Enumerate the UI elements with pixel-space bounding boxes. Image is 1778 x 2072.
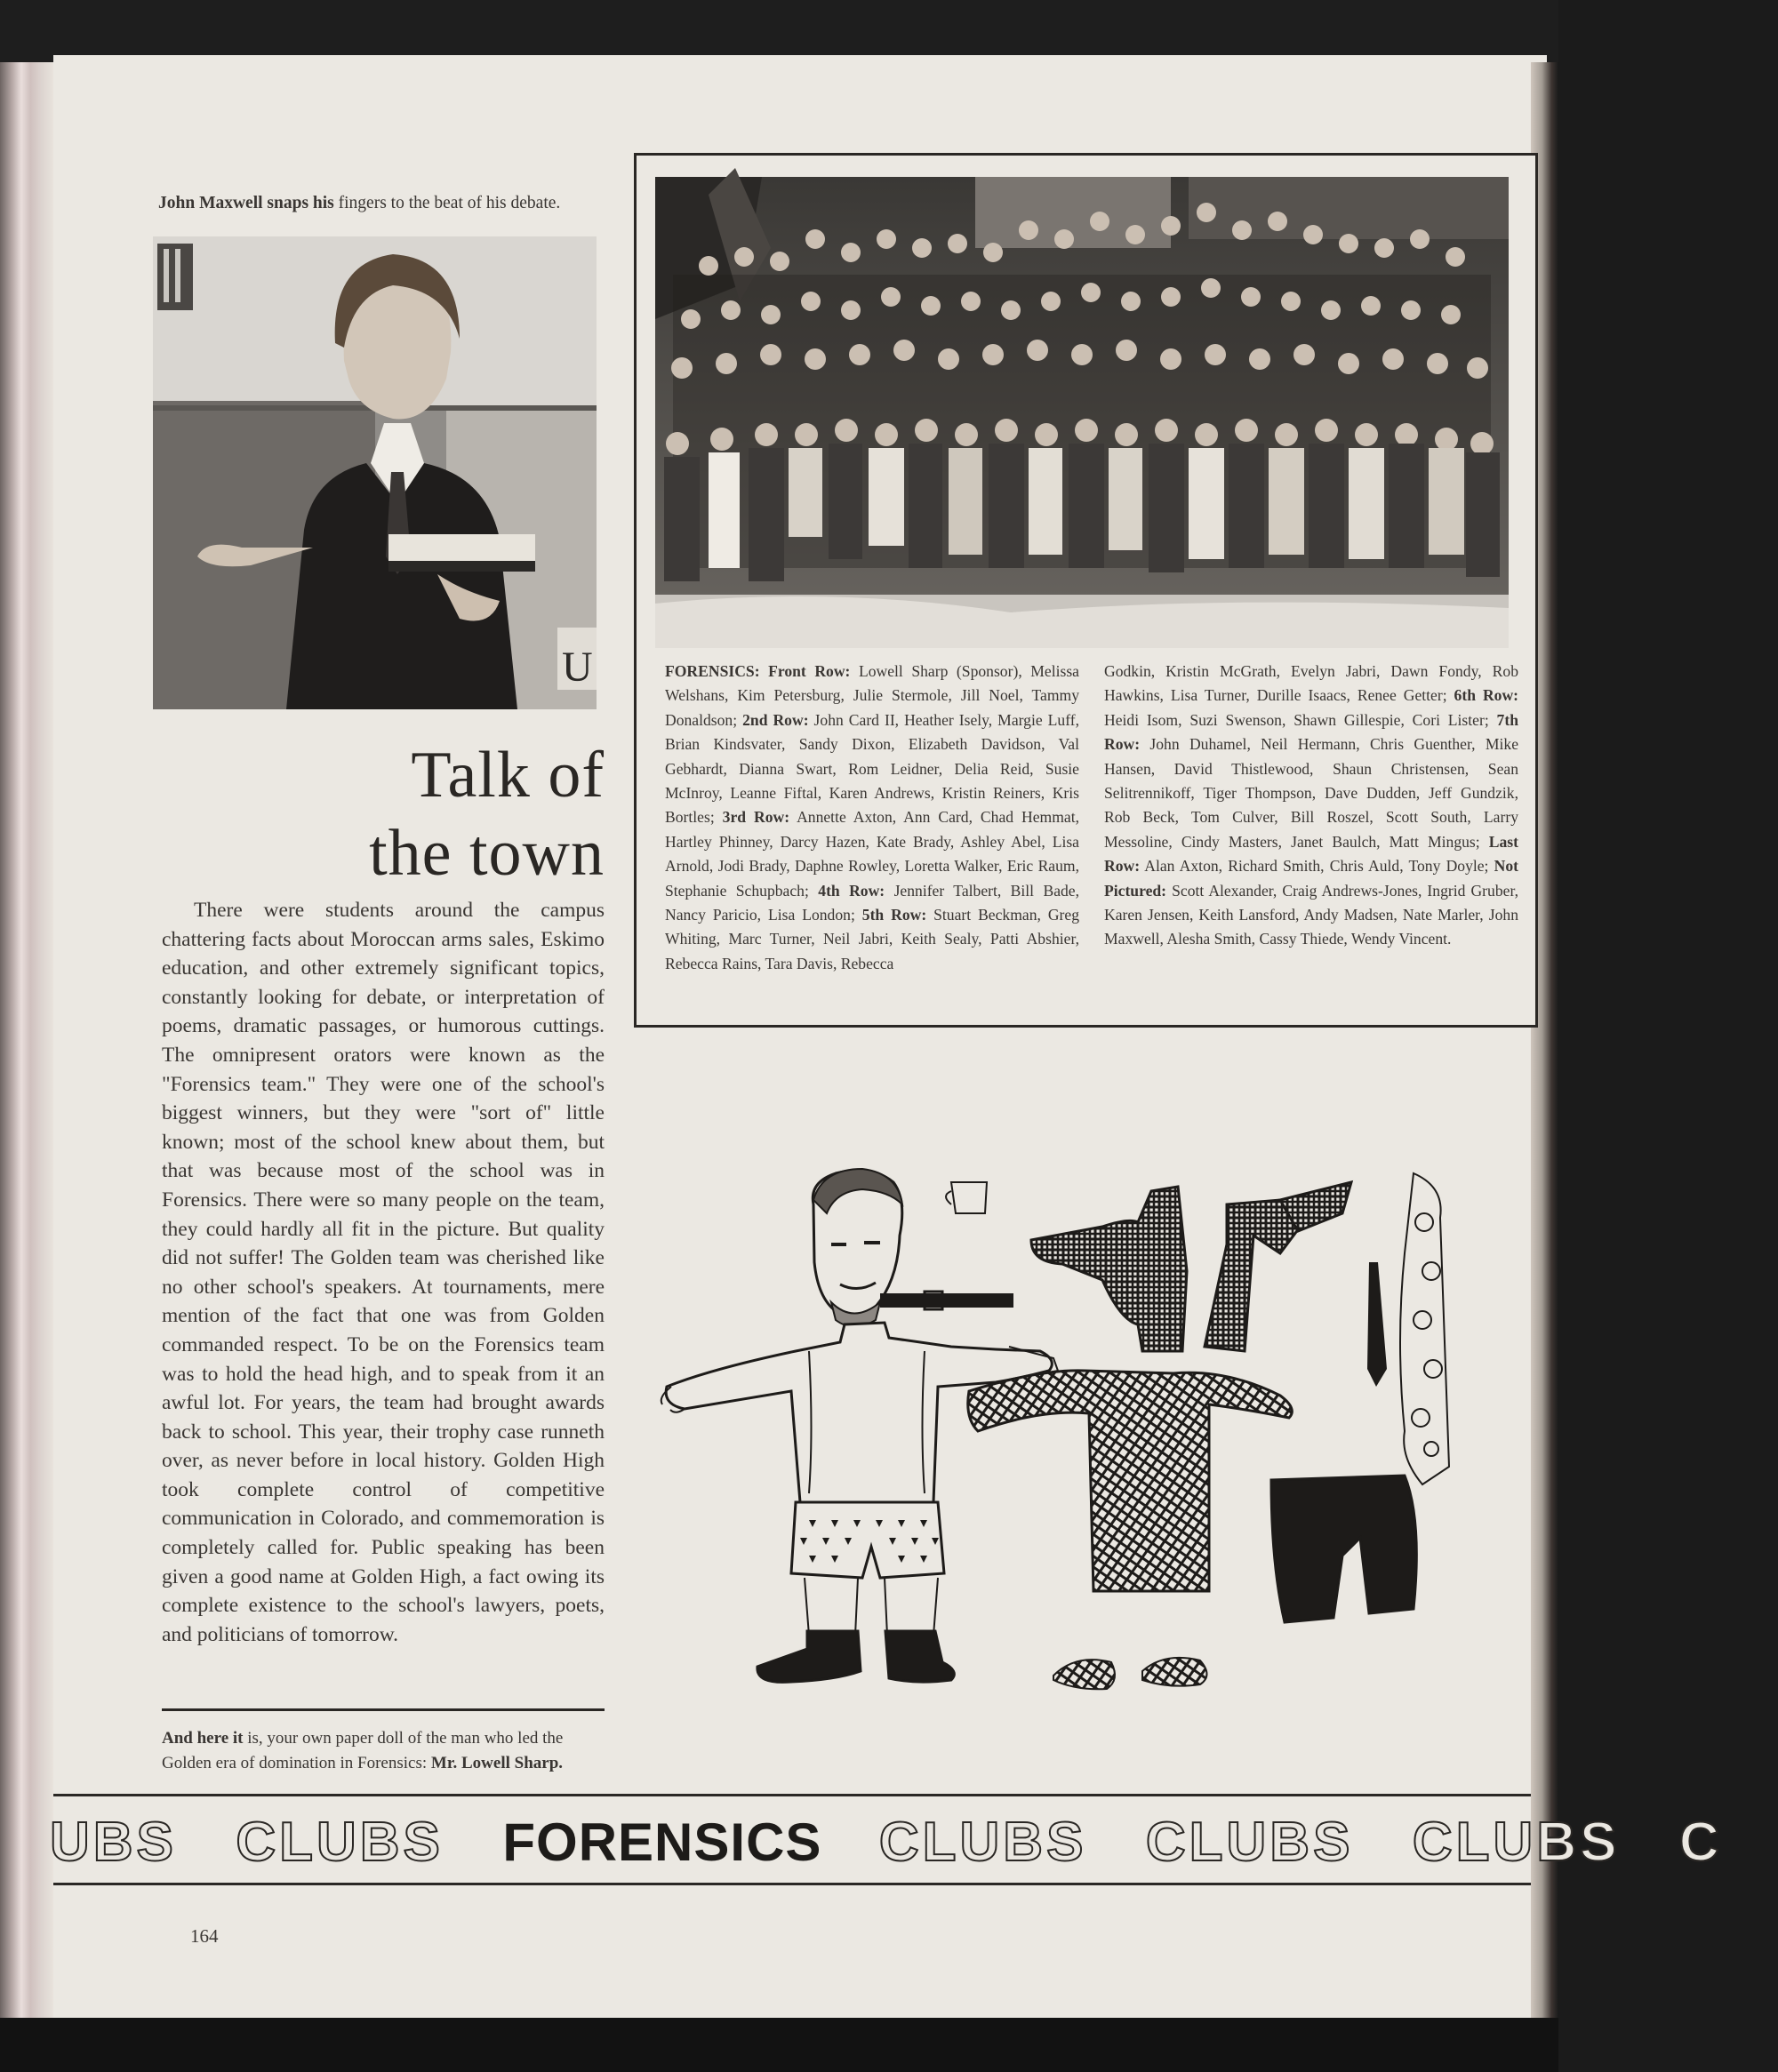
row-label: 5th Row: (861, 906, 927, 924)
photo-caption-rest: fingers to the beat of his debate. (333, 194, 561, 212)
banner-clubs-1: CLUBS (236, 1812, 444, 1873)
row-label: 4th Row: (818, 881, 885, 900)
name-list: Godkin, Kristin McGrath, Evelyn Jabri, Dawn Fondy, Rob Hawkins, Lisa Turner, Durille Isaacs, Renee Getter; (1104, 662, 1518, 705)
headline-line-1: Talk of (411, 739, 605, 812)
doll-caption-text: is, your own paper doll of the man who led the Golden era of domination in Forensics: (162, 1729, 564, 1772)
banner-top-rule (53, 1794, 1531, 1796)
row-label: 3rd Row: (722, 808, 790, 827)
forensics-group-photo (655, 177, 1509, 648)
name-list: Stuart Beckman, Greg Whiting, Marc Turner, Neil Jabri, Keith Sealy, Patti Abshier, Rebecca Rains, Tara Davis, Rebecca (665, 906, 1080, 972)
banner-fragment-tail: C (1678, 1812, 1723, 1873)
row-label: Last Row: (1104, 832, 1518, 876)
doll-caption-name: Mr. Lowell Sharp. (430, 1754, 564, 1772)
headline (293, 736, 605, 892)
row-label: 2nd Row: (742, 710, 809, 729)
clubs-banner (50, 1803, 1723, 1883)
banner-bottom-rule (53, 1883, 1531, 1885)
row-label: FORENSICS: Front Row: (665, 662, 851, 680)
headline-line-2: the town (369, 817, 605, 890)
name-list: Annette Axton, Ann Card, Chad Hemmat, Hartley Phinney, Darcy Hazen, Kate Brady, Ashley Abel, Lisa Arnold, Jodi Brady, Daphne Rowley, Loretta Walker, Eric Raum, Stephanie Schupbach; (665, 808, 1080, 900)
group-caption-column-2 (1104, 660, 1518, 976)
caption-divider (162, 1708, 605, 1711)
group-caption-column-1 (665, 660, 1079, 976)
page-number: 164 (190, 1925, 219, 1947)
name-list: Heidi Isom, Suzi Swenson, Shawn Gillespie, Cori Lister; (1104, 710, 1497, 729)
row-label: 6th Row: (1454, 686, 1519, 705)
row-label: 7th Row: (1104, 710, 1518, 754)
photo-caption (158, 194, 621, 213)
scan-background-bottom (0, 2018, 1558, 2072)
name-list: Jennifer Talbert, Bill Bade, Nancy Paricio, Lisa London; (665, 881, 1080, 924)
svg-text:U: U (562, 644, 593, 691)
article-body: There were students around the campus chattering facts about Moroccan arms sales, Eskimo education, and other extremely significant topics, constantly looking for debate, or interpretation of poems, dramatic passages, or humorous cuttings. The omnipresent orators were known as the "Forensics team." They were one of the school's biggest winners, but they were "sort of" little known; most of the school knew about them, but that was because most of the school was in Forensics. There were so many people on the team, they could hardly all fit in the picture. But quality did not suffer! The Golden team was cherished like no other school's speakers. At tournaments, mere mention of the fact that one was from Golden commanded respect. To be on the Forensics team was to hold the head high, and to speak from it an awful lot. For years, the team had brought awards back to school. This year, their trophy case runneth over, as never before in local history. Golden High took complete control of competitive communication in Colorado, and commemoration is completely called for. Public speaking has been given a good name at Golden High, a fact owing its complete existence to the school's lawyers, poets, and politicians of tomorrow. (162, 899, 605, 1646)
photo-caption-bold: John Maxwell snaps his (158, 194, 334, 212)
doll-caption-bold: And here it (162, 1729, 244, 1748)
banner-forensics: FORENSICS (502, 1812, 822, 1872)
name-list: Scott Alexander, Craig Andrews-Jones, Ingrid Gruber, Karen Jensen, Keith Lansford, Andy Madsen, Nate Marler, John Maxwell, Alesha Smith, Cassy Thiede, Wendy Vincent. (1104, 881, 1518, 948)
banner-clubs-2: CLUBS (878, 1812, 1087, 1873)
banner-clubs-3: CLUBS (1145, 1812, 1354, 1873)
row-label: Not Pictured: (1104, 857, 1518, 900)
group-photo-caption (665, 660, 1518, 976)
name-list: Lowell Sharp (Sponsor), Melissa Welshans, Kim Petersburg, Julie Stermole, Jill Noel, Tammy Donaldson; (665, 662, 1079, 729)
name-list: John Duhamel, Neil Hermann, Chris Guenther, Mike Hansen, David Thistlewood, Shaun Christensen, Sean Selitrennikoff, Tiger Thompson, Dave Dudden, Jeff Gundzik, Rob Beck, Tom Culver, Bill Roszel, Scott South, Larry Messoline, Cindy Masters, Janet Baulch, Matt Mingus; (1104, 735, 1518, 851)
book-binding (0, 62, 53, 2018)
paper-doll-illustration (658, 1164, 1538, 1716)
name-list: Alan Axton, Richard Smith, Chris Auld, Tony Doyle; (1140, 857, 1494, 876)
banner-clubs-4: CLUBS (1412, 1812, 1621, 1873)
name-list: John Card II, Heather Isely, Margie Luff, Brian Kindsvater, Sandy Dixon, Elizabeth Davidson, Val Gebhardt, Dianna Swart, Rom Leidner, Delia Reid, Susie McInroy, Leanne Fiftal, Karen Andrews, Kristin Reiners, Kris Bortles; (665, 710, 1079, 827)
scan-background-top (0, 0, 1558, 62)
doll-caption (162, 1726, 606, 1776)
banner-fragment-lead: UBS (50, 1812, 177, 1873)
debater-photo (153, 236, 597, 709)
